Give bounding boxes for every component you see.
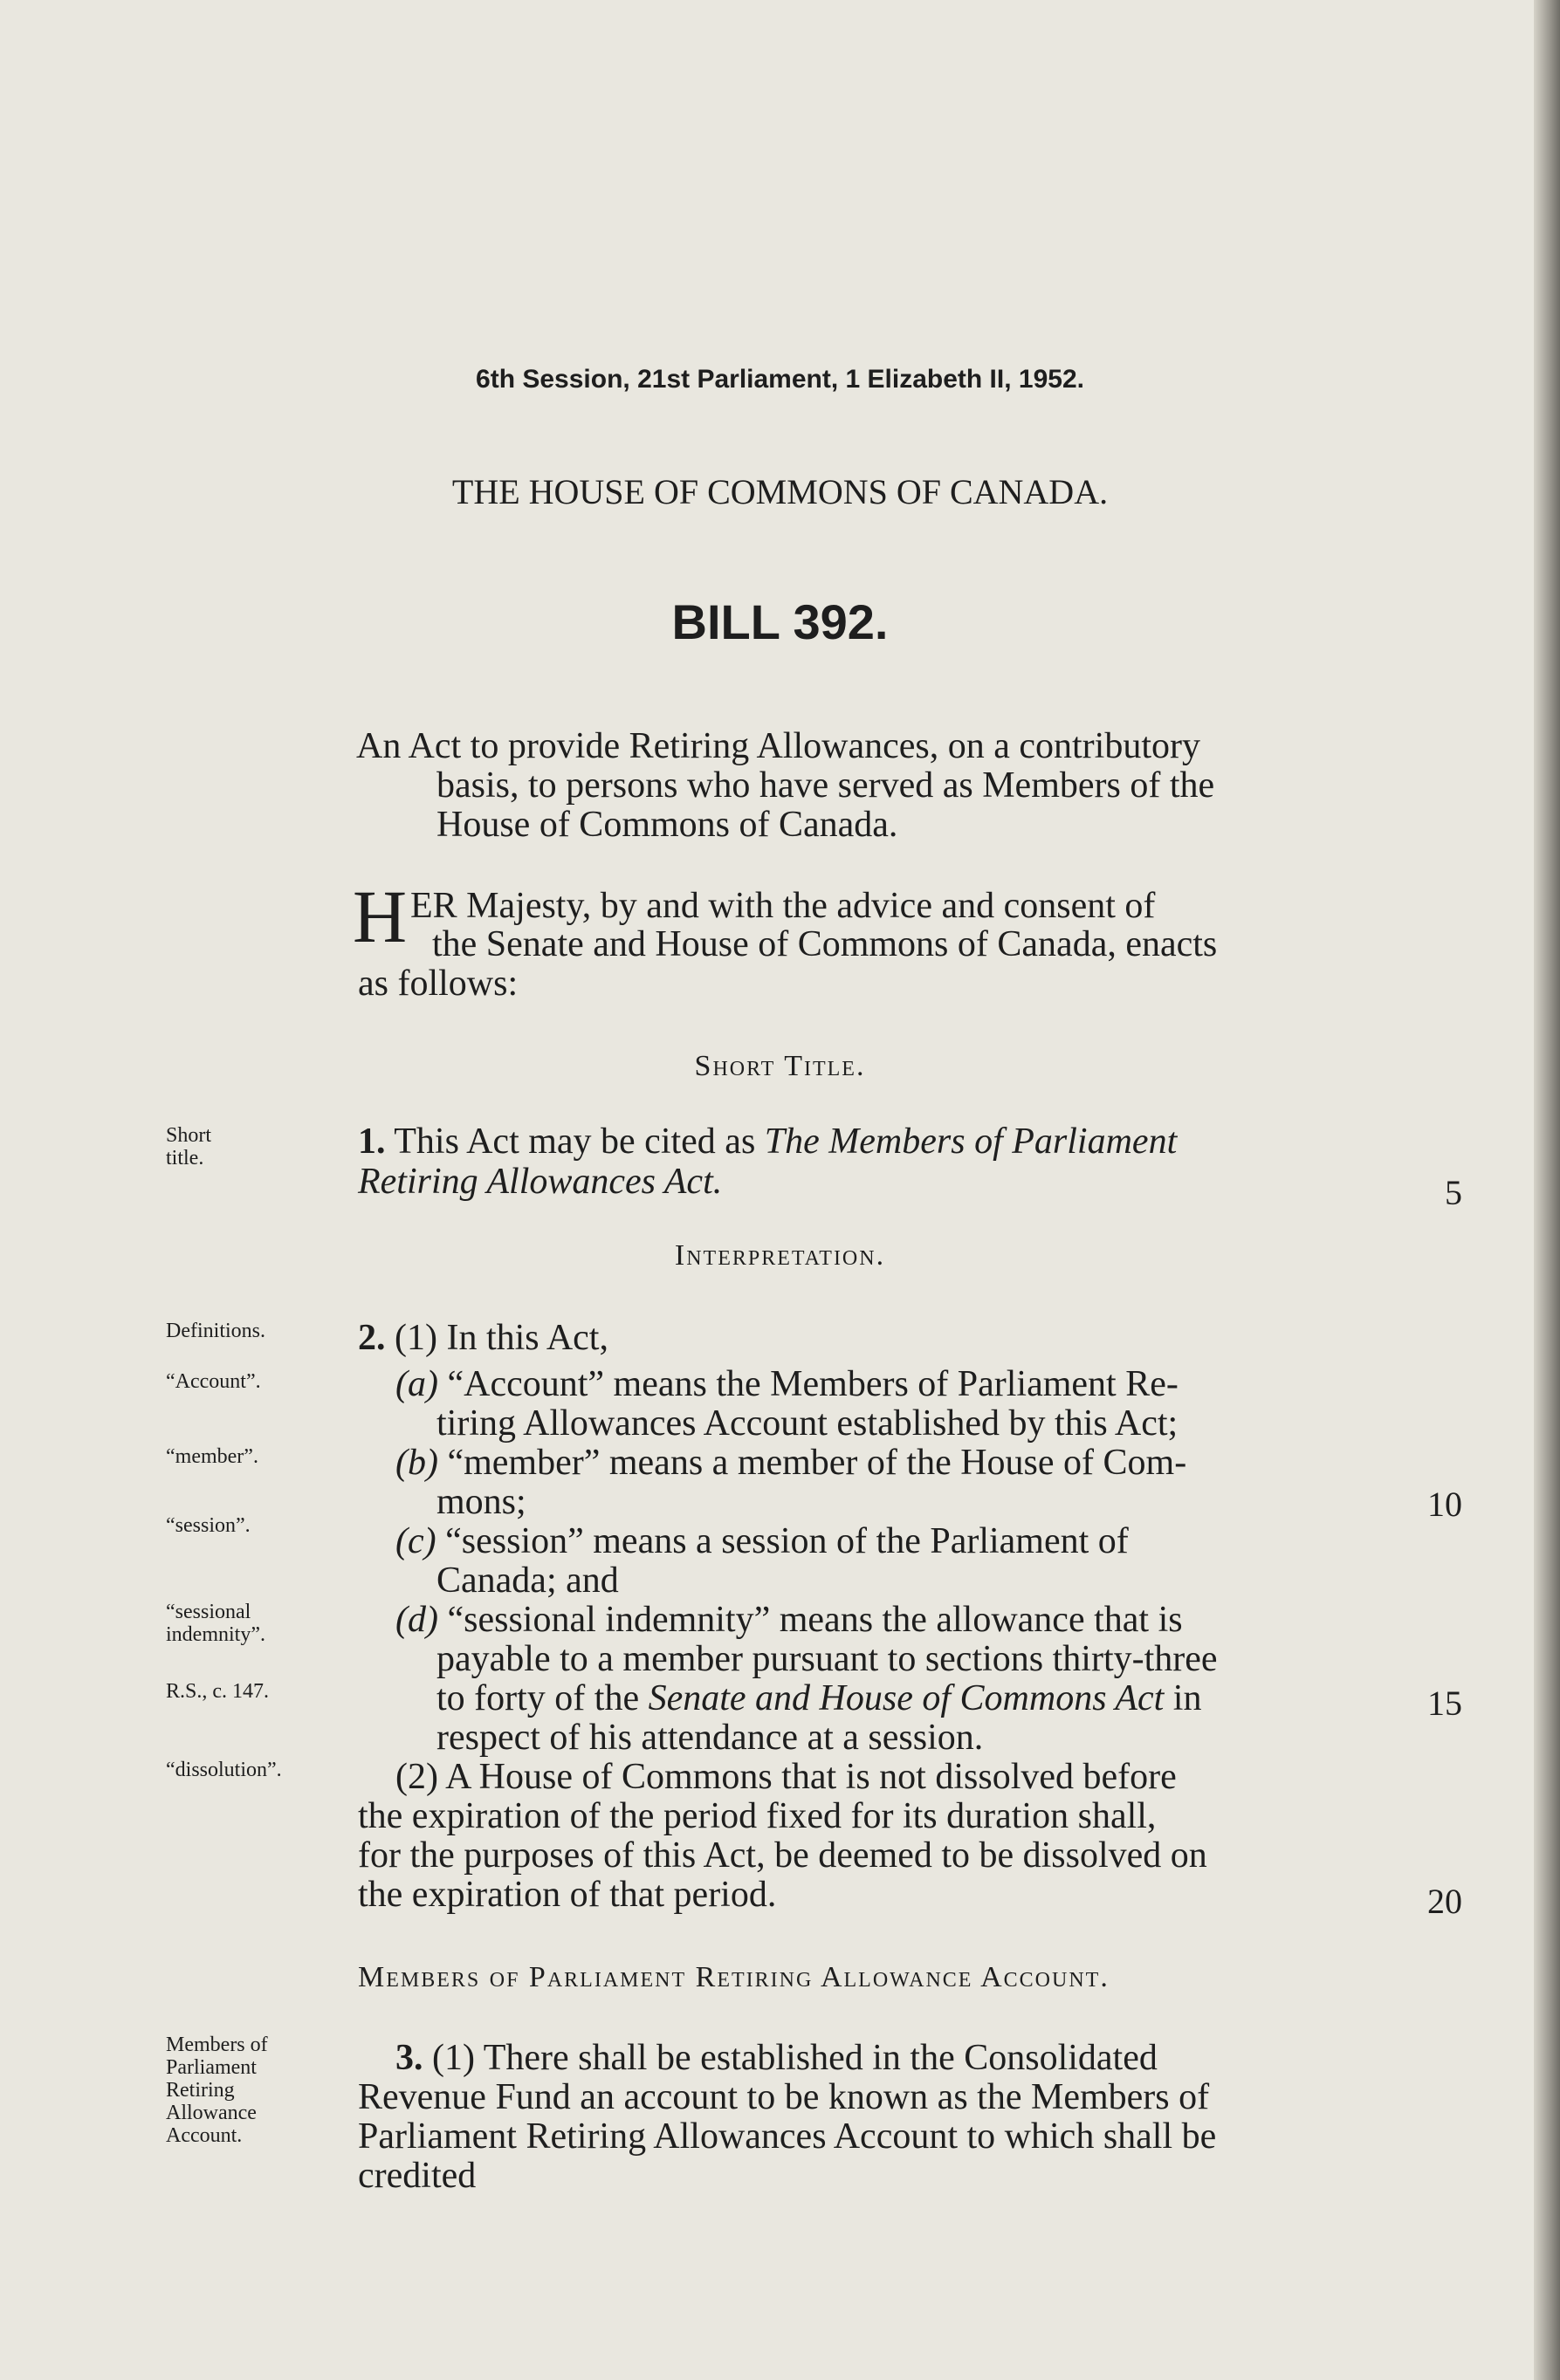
enacting-line-3: as follows:	[358, 964, 519, 1004]
enacting-dropcap: H	[353, 874, 408, 958]
definition-b-line-2: mons;	[436, 1482, 526, 1522]
margin-note-dissolution: “dissolution”.	[166, 1759, 282, 1781]
margin-note-rs: R.S., c. 147.	[166, 1680, 270, 1703]
margin-note-session: “session”.	[166, 1514, 251, 1537]
section-3-line-1: 3. (1) There shall be established in the Consolidated	[395, 2038, 1158, 2078]
section-1-line-1: 1. This Act may be cited as The Members of Parliament	[358, 1121, 1178, 1162]
definition-a-line-1: (a) “Account” means the Members of Parliament Re-	[395, 1364, 1179, 1404]
house-title: THE HOUSE OF COMMONS OF CANADA.	[451, 472, 1109, 511]
definition-d-line-2: payable to a member pursuant to sections thirty-three	[436, 1639, 1218, 1679]
section-3-line-2: Revenue Fund an account to be known as the Members of	[358, 2077, 1210, 2117]
heading-interpretation: Interpretation.	[674, 1239, 886, 1272]
margin-note-short-title: Short title.	[166, 1124, 212, 1169]
margin-note-account: “Account”.	[166, 1370, 261, 1393]
section-2-number: 2.	[358, 1318, 386, 1358]
section-3-line-4: credited	[358, 2156, 477, 2196]
subsection-2-2-line-1: (2) A House of Commons that is not dissolved before	[395, 1757, 1177, 1797]
section-1-number: 1.	[358, 1121, 386, 1162]
definition-d-line-4: respect of his attendance at a session.	[436, 1718, 984, 1758]
margin-note-sessional-indemnity: “sessional indemnity”.	[166, 1601, 265, 1646]
section-1-line-2: Retiring Allowances Act.	[358, 1162, 723, 1202]
session-line: 6th Session, 21st Parliament, 1 Elizabeth II, 1952.	[476, 365, 1084, 394]
act-title-line-1: An Act to provide Retiring Allowances, on a contributory	[356, 726, 1200, 766]
margin-note-member: “member”.	[166, 1445, 258, 1468]
enacting-line-2: the Senate and House of Commons of Canada, enacts	[432, 924, 1218, 964]
act-title-line-2: basis, to persons who have served as Members of the	[436, 765, 1215, 806]
subsection-2-2-line-3: for the purposes of this Act, be deemed to be dissolved on	[358, 1835, 1207, 1876]
section-3-number: 3.	[395, 2038, 423, 2078]
enacting-line-1: ER Majesty, by and with the advice and consent of	[410, 886, 1156, 926]
subsection-2-2-line-2: the expiration of the period fixed for its duration shall,	[358, 1796, 1157, 1836]
margin-note-definitions: Definitions.	[166, 1320, 265, 1342]
definition-a-line-2: tiring Allowances Account established by this Act;	[436, 1403, 1179, 1444]
bill-number: BILL 392.	[671, 594, 889, 649]
margin-note-mp-account: Members of Parliament Retiring Allowance Account.	[166, 2034, 268, 2147]
definition-b-line-1: (b) “member” means a member of the House of Com-	[395, 1443, 1187, 1483]
definition-d-line-1: (d) “sessional indemnity” means the allowance that is	[395, 1600, 1183, 1640]
subsection-2-2-line-4: the expiration of that period.	[358, 1875, 777, 1915]
line-number-10: 10	[1427, 1485, 1462, 1524]
definition-c-line-2: Canada; and	[436, 1560, 619, 1601]
line-number-20: 20	[1427, 1882, 1462, 1921]
heading-account: Members of Parliament Retiring Allowance Account.	[358, 1961, 1110, 1993]
act-title-line-3: House of Commons of Canada.	[436, 805, 898, 845]
definition-c-line-1: (c) “session” means a session of the Parliament of	[395, 1521, 1129, 1561]
line-number-15: 15	[1427, 1684, 1462, 1723]
page-edge	[1534, 0, 1560, 2380]
line-number-5: 5	[1445, 1173, 1462, 1212]
heading-short-title: Short Title.	[694, 1050, 866, 1082]
section-2-line-1: 2. (1) In this Act,	[358, 1318, 608, 1358]
section-3-line-3: Parliament Retiring Allowances Account to which shall be	[358, 2116, 1217, 2157]
definition-d-line-3: to forty of the Senate and House of Commons Act in	[436, 1678, 1202, 1718]
